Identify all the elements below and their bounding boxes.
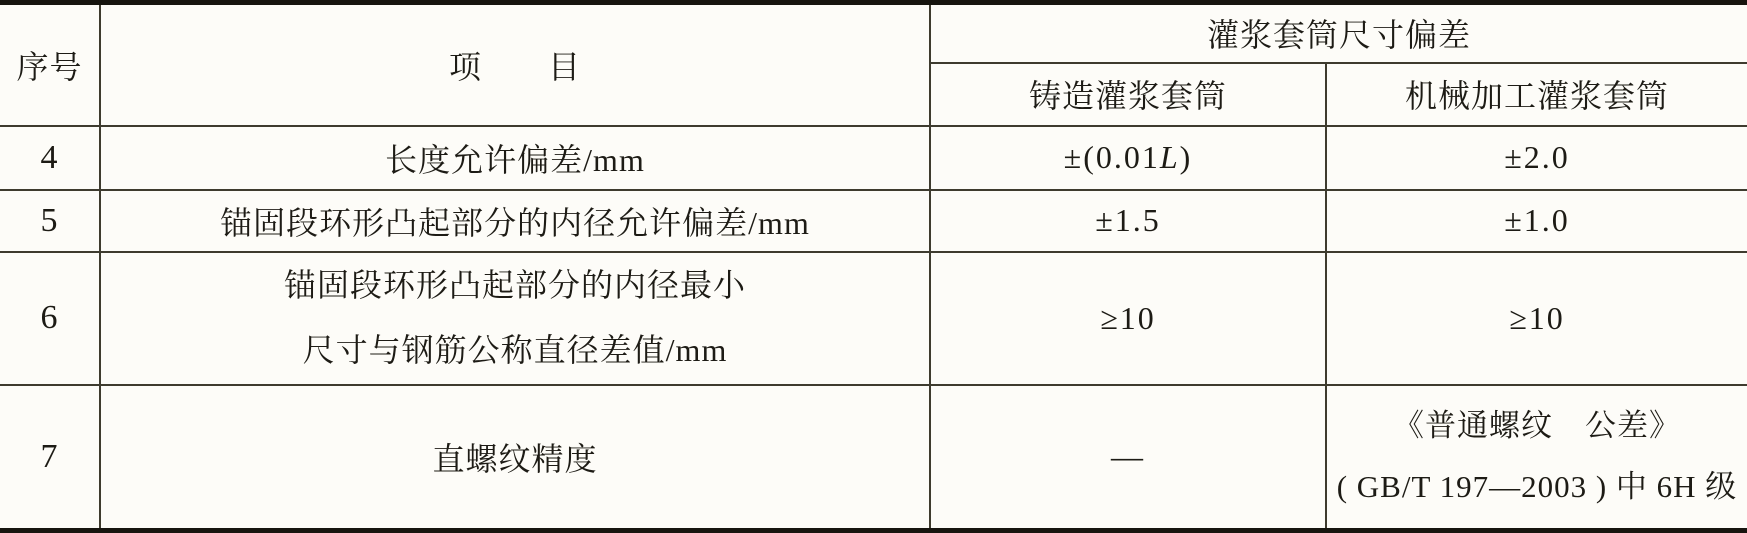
- row-5-cast-value: ±1.5: [930, 190, 1326, 252]
- row-6-serial: 6: [0, 252, 100, 385]
- table-row-5: [0, 190, 1747, 252]
- row-7-item: 直螺纹精度: [100, 385, 930, 531]
- row-7-cast-value: —: [930, 385, 1326, 531]
- row-6-cast-value: ≥10: [930, 252, 1326, 385]
- row-5-serial: 5: [0, 190, 100, 252]
- row-7-machined-line2: ( GB/T 197—2003 ) 中 6H 级: [1336, 468, 1738, 504]
- row-4-cast-value: [930, 126, 1326, 190]
- row-4-cast-value-variable: L: [1159, 139, 1180, 175]
- row-4-serial: 4: [0, 126, 100, 190]
- row-7-machined-line1: 《普通螺纹 公差》: [1393, 408, 1681, 444]
- row-6-item: [100, 252, 930, 385]
- header-item: 项 目: [100, 3, 930, 126]
- row-7-machined-value: [1326, 385, 1747, 531]
- table-row-7: [0, 385, 1747, 531]
- row-6-item-line2: 尺寸与钢筋公称直径差值/mm: [302, 332, 728, 369]
- row-7-serial: 7: [0, 385, 100, 531]
- row-6-item-line1: 锚固段环形凸起部分的内径最小: [283, 266, 746, 303]
- row-5-machined-value: ±1.0: [1326, 190, 1747, 252]
- header-machined-sleeve: 机械加工灌浆套筒: [1326, 63, 1747, 126]
- table-row-4: [0, 126, 1747, 190]
- table-row-6: [0, 252, 1747, 385]
- header-group-tolerance: 灌浆套筒尺寸偏差: [930, 3, 1747, 63]
- row-6-machined-value: ≥10: [1326, 252, 1747, 385]
- header-cast-sleeve: 铸造灌浆套筒: [930, 63, 1326, 126]
- row-5-item: 锚固段环形凸起部分的内径允许偏差/mm: [100, 190, 930, 252]
- row-4-machined-value: ±2.0: [1326, 126, 1747, 190]
- row-4-cast-value-prefix: ±(0.01: [1063, 139, 1160, 175]
- row-4-item: 长度允许偏差/mm: [100, 126, 930, 190]
- header-serial: 序号: [0, 3, 100, 126]
- header-row-top: [0, 3, 1747, 63]
- row-4-cast-value-suffix: ): [1179, 139, 1193, 175]
